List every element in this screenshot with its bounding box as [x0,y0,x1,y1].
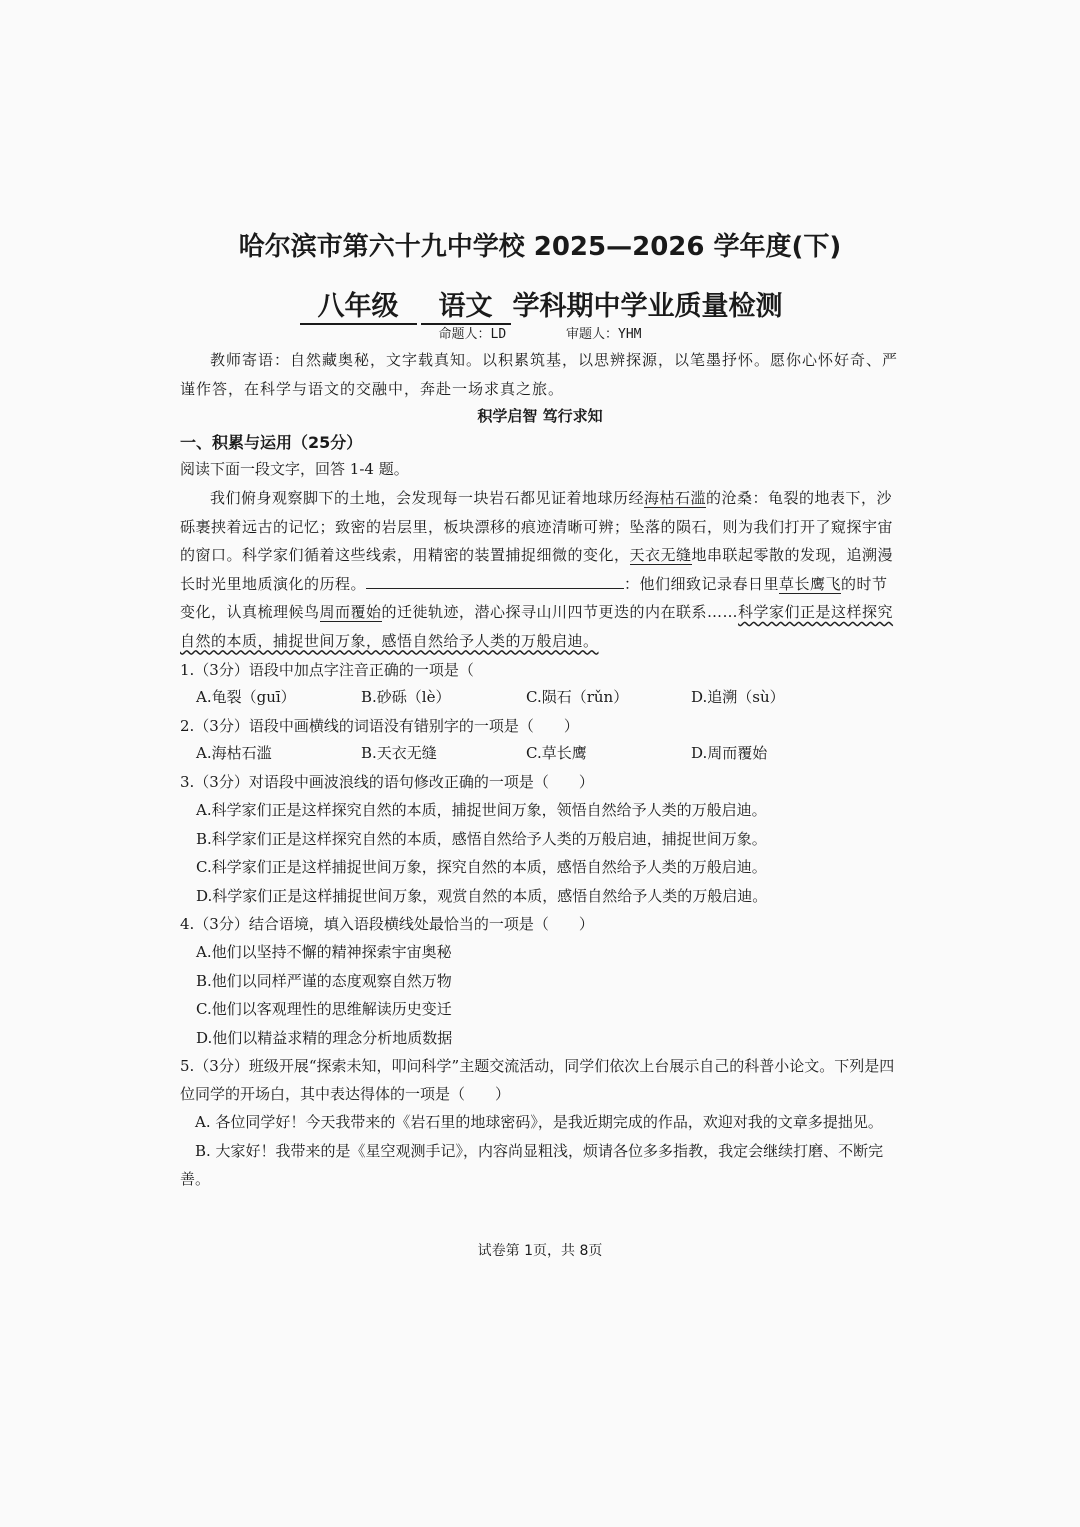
q5-options [180,1108,900,1194]
option[interactable]: B.他们以同样严谨的态度观察自然万物 [196,971,452,990]
exam-name: 学科期中学业质量检测 [512,291,783,322]
wavy-sentence: 科学家们正是这样探究自然的本质，捕捉世间万象，感悟自然给予人类的万般启迪。 [180,603,894,650]
option[interactable]: C.科学家们正是这样捕捉世间万象，探究自然的本质，感悟自然给予人类的万般启迪。 [196,858,767,876]
grade-label: 八年级 [300,284,417,325]
q4-options [196,938,896,1052]
q1-options [196,686,916,707]
passage-text: 的时节变化，认真梳理候鸟 [180,574,888,621]
underlined-word: 天衣无缝 [629,546,692,564]
reviewer: 审题人：YHM [566,327,642,342]
option[interactable]: B.天衣无缝 [361,744,437,762]
option[interactable]: D.他们以精益求精的理念分析地质数据 [196,1028,453,1047]
option[interactable]: D.追溯（sù） [691,688,785,706]
question-5: 5.（3分）班级开展“探索未知，叩问科学”主题交流活动，同学们依次上台展示自己的科普小论文。下列是四位同学的开场白，其中表达得体的一项是（ ） [180,1057,895,1103]
exam-subtitle [0,284,1080,325]
author-line [0,323,1080,342]
page-footer: 试卷第 1页，共 8页 [477,1243,603,1259]
option[interactable]: D.科学家们正是这样捕捉世间万象，观赏自然的本质，感悟自然给予人类的万般启迪。 [196,886,768,905]
option[interactable]: A.海枯石滥 [196,744,272,762]
underlined-word: 海枯石滥 [644,489,707,507]
question-4: 4.（3分）结合语境，填入语段横线处最恰当的一项是（ ） [180,915,594,933]
subject-label: 语文 [421,284,511,325]
option[interactable]: B.科学家们正是这样探究自然的本质，感悟自然给予人类的万般启迪，捕捉世间万象。 [196,829,767,848]
option[interactable]: A. 各位同学好！今天我带来的《岩石里的地球密码》，是我近期完成的作品，欢迎对我的文章多提拙见。 [195,1113,883,1131]
reading-passage [180,484,900,655]
option[interactable]: A.科学家们正是这样探究自然的本质，捕捉世间万象，领悟自然给予人类的万般启迪。 [196,801,767,819]
section-heading: 一、积累与运用（25分） [180,433,363,452]
option[interactable]: B.砂砾（lè） [361,688,451,706]
passage-text: 的沧桑：龟裂的地表下，沙砾裹挟着远古的记忆；致密的岩层里，板块漂移的痕迹清晰可辨；坠落的陨石，则为我们打开了窥探宇宙的窗口。科学家们循着这些线索，用精密的装置捕捉细微的变化， [180,489,894,564]
question-1: 1.（3分）语段中加点字注音正确的一项是（ [180,661,474,679]
option[interactable]: A.龟裂（guī） [196,688,296,706]
question-3: 3.（3分）对语段中画波浪线的语句修改正确的一项是（ ） [180,773,594,791]
option[interactable]: C.草长鹰 [526,744,587,762]
exam-title: 哈尔滨市第六十九中学校 2025—2026 学年度(下) [238,232,842,262]
option[interactable]: C.他们以客观理性的思维解读历史变迁 [196,1000,452,1018]
option[interactable]: C.陨石（rǔn） [526,688,629,706]
passage-text: 的迁徙轨迹，潜心探寻山川四节更迭的内在联系…… [381,603,739,621]
teacher-message: 教师寄语：自然藏奥秘，文字载真知。以积累筑基，以思辨探源，以笔墨抒怀。愿你心怀好奇、严谨作答，在科学与语文的交融中，奔赴一场求真之旅。 [180,351,899,398]
option[interactable]: D.周而覆始 [691,744,768,762]
q3-options [196,796,906,910]
passage-text: 我们俯身观察脚下的土地，会发现每一块岩石都见证着地球历经 [210,489,645,507]
passage-text: 地串联起零散的发现，追溯漫长时光里地质演化的历程。 [180,546,894,593]
fill-blank[interactable] [366,574,624,589]
underlined-word: 草长鹰飞 [779,574,842,593]
question-2: 2.（3分）语段中画横线的词语没有错别字的一项是（ ） [180,717,579,735]
option[interactable]: A.他们以坚持不懈的精神探索宇宙奥秘 [196,943,452,961]
underlined-word: 周而覆始 [319,603,382,621]
q2-options [196,742,916,763]
motto: 积学启智 笃行求知 [477,407,603,425]
reading-instruction: 阅读下面一段文字，回答 1-4 题。 [180,460,409,478]
option[interactable]: B. 大家好！我带来的是《星空观测手记》，内容尚显粗浅，烦请各位多多指教，我定会继续打磨、不断完善。 [180,1141,884,1188]
author: 命题人：LD [438,327,507,342]
passage-text: ：他们细致记录春日里 [624,574,780,593]
